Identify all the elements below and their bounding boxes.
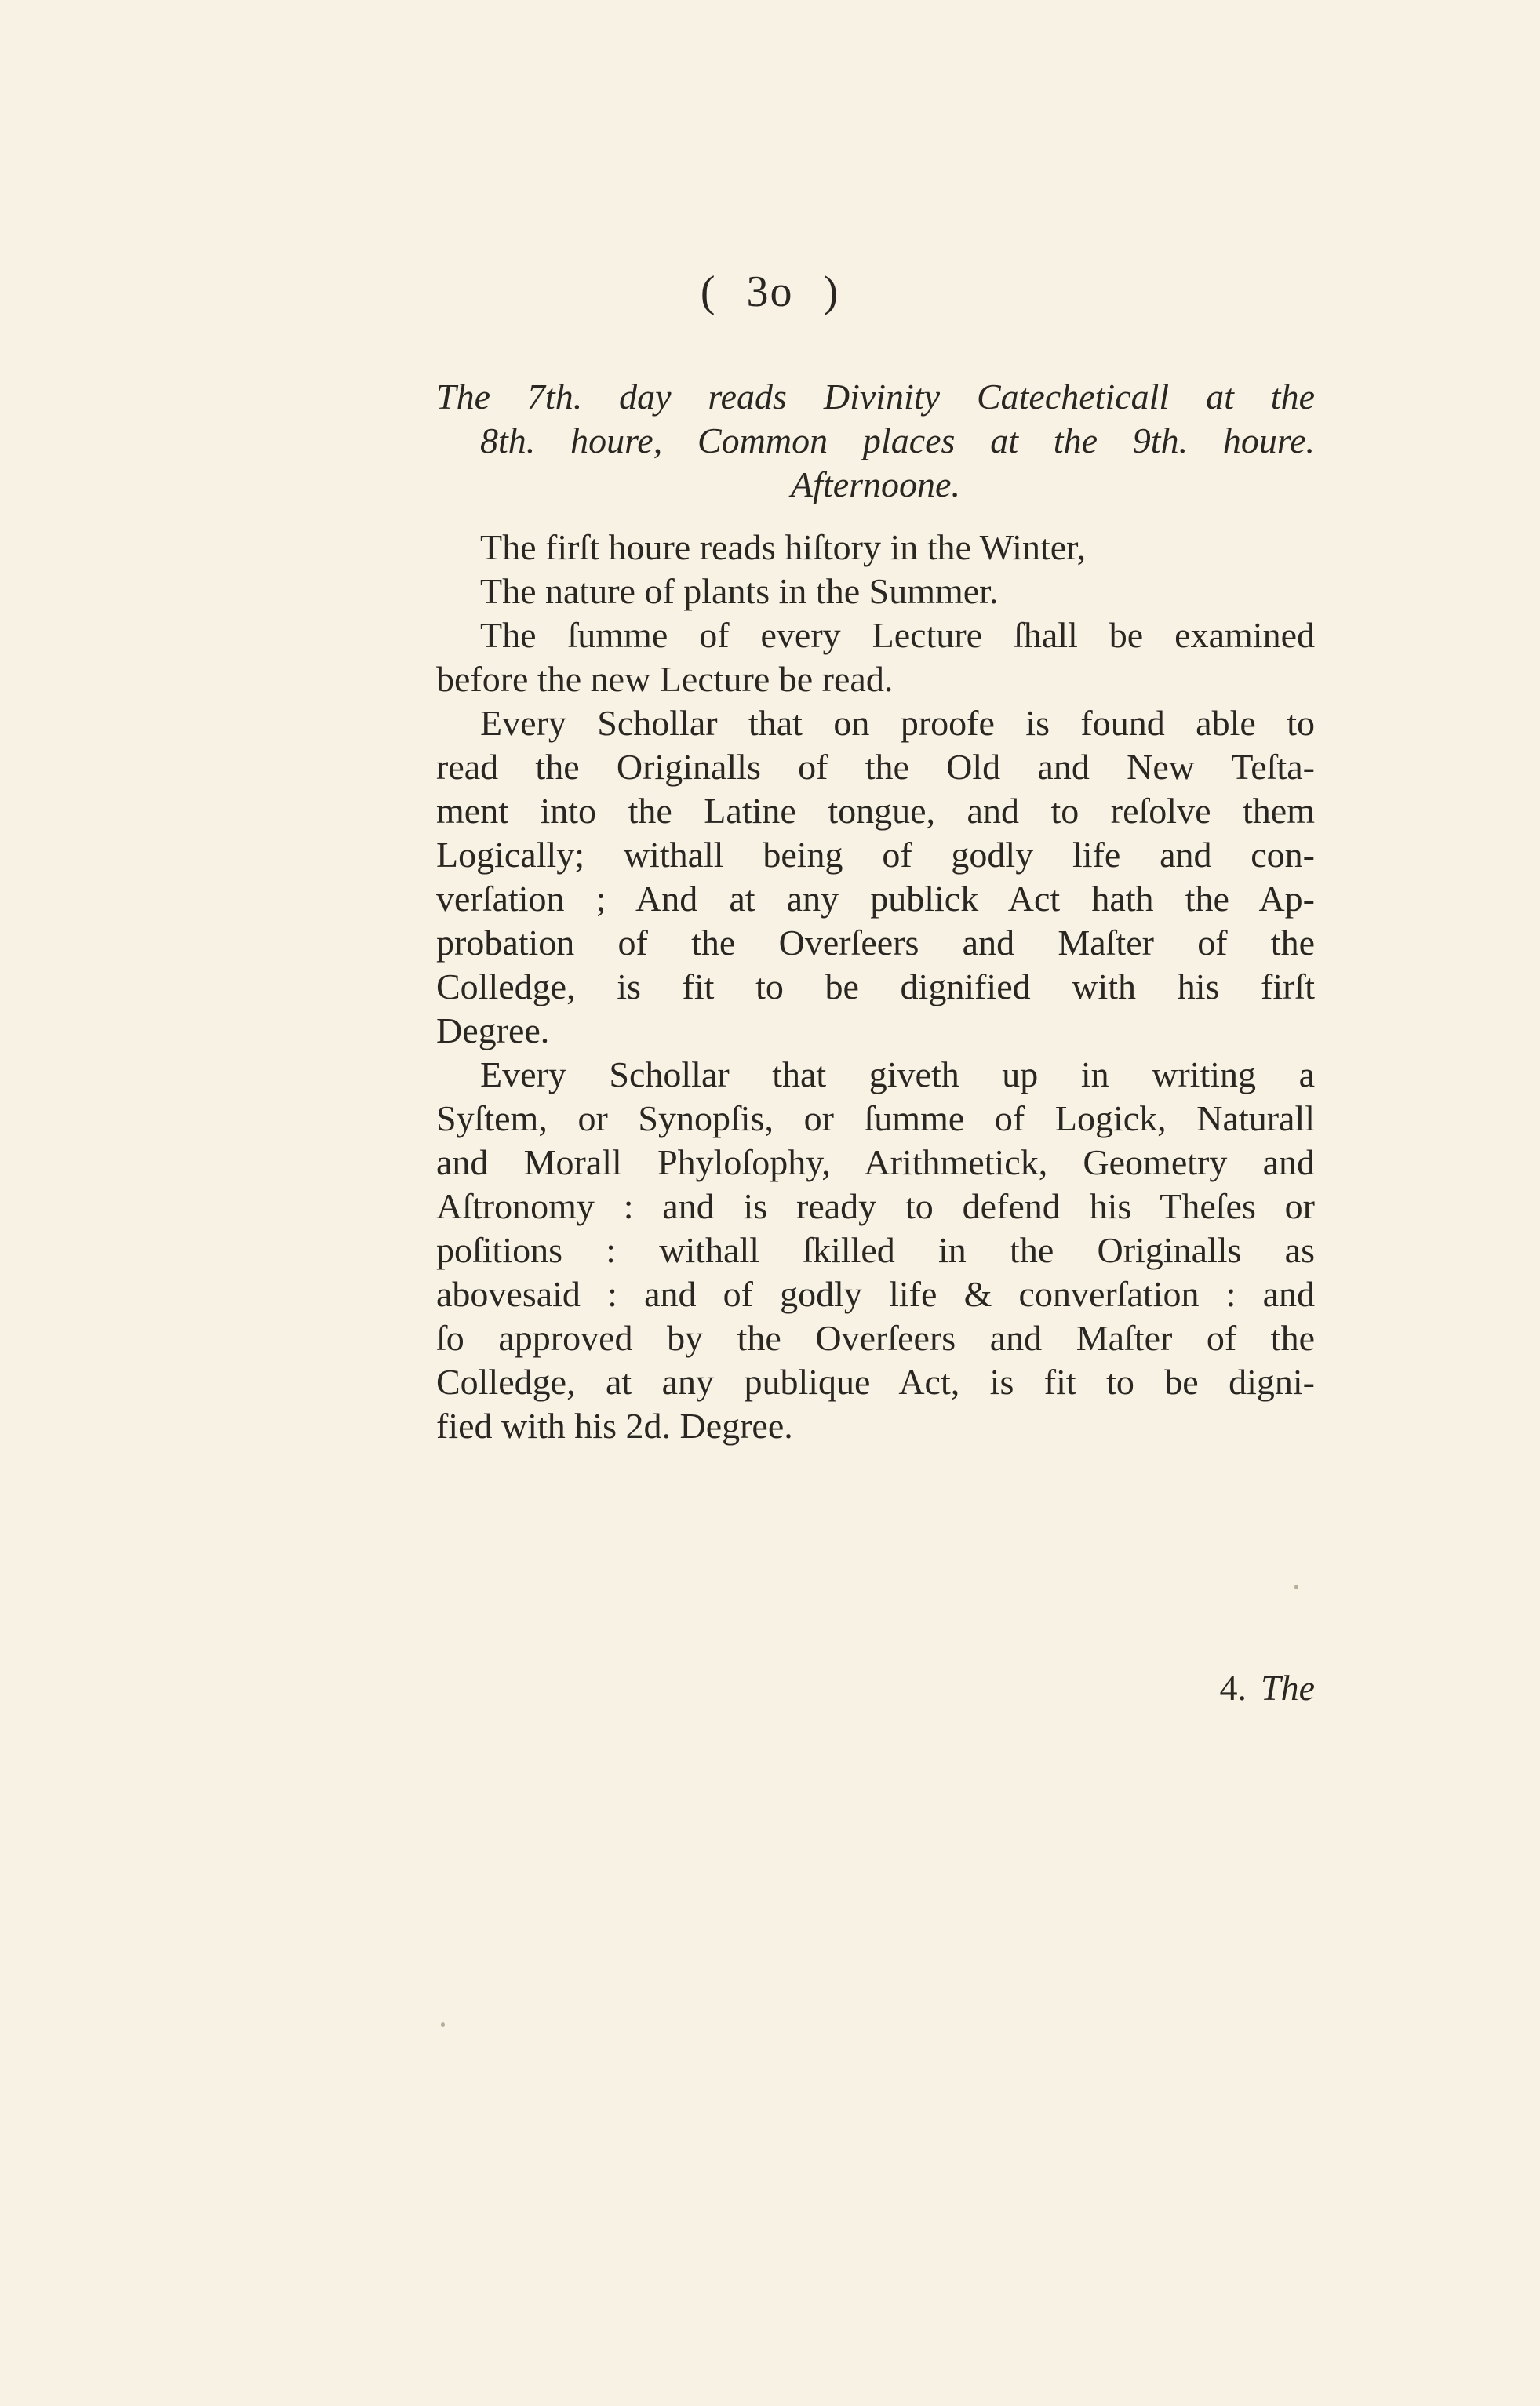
page-number — [0, 267, 1540, 317]
paragraph-lecture-examination — [436, 613, 1315, 701]
page-number-value: 3o — [746, 268, 794, 316]
paragraph-first-degree — [436, 701, 1315, 1053]
text-line: Every Schollar that giveth up in writing a — [480, 1054, 1315, 1094]
text-line: Colledge, at any publique Act, is fit to be digni- — [436, 1362, 1315, 1402]
text-line: Colledge, is fit to be dignified with his firſt — [436, 966, 1315, 1006]
text-line: Degree. — [436, 1010, 550, 1050]
text-line: Every Schollar that on proofe is found able to — [480, 703, 1315, 743]
heading-line: 8th. houre, Common places at the 9th. houre. — [480, 420, 1315, 460]
text-line: Syſtem, or Synopſis, or ſumme of Logick, Naturall — [436, 1098, 1315, 1138]
heading-line: The 7th. day reads Divinity Catecheticall at the — [436, 377, 1315, 417]
text-line: read the Originalls of the Old and New Teſta- — [436, 747, 1315, 787]
text-line: abovesaid : and of godly life & converſation : and — [436, 1274, 1315, 1314]
heading-line: Afternoone. — [791, 464, 960, 504]
page-number-close-paren: ) — [823, 268, 840, 316]
page-body — [436, 375, 1315, 1448]
schedule-heading — [436, 375, 1315, 507]
paragraph-second-degree — [436, 1053, 1315, 1448]
text-line: The ſumme of every Lecture ſhall be examined — [480, 615, 1315, 655]
text-line: The firſt houre reads hiſtory in the Winter, — [480, 527, 1087, 567]
catchword — [1192, 1667, 1315, 1709]
text-line: and Morall Phyloſophy, Arithmetick, Geometry and — [436, 1142, 1315, 1182]
page-number-open-paren: ( — [700, 268, 717, 316]
text-line: verſation ; And at any publick Act hath the Ap- — [436, 879, 1315, 919]
text-line: before the new Lecture be read. — [436, 659, 894, 699]
catchword-signature: 4. — [1219, 1668, 1247, 1708]
text-line: ſo approved by the Overſeers and Maſter of the — [436, 1318, 1315, 1358]
paper-speck — [1294, 1585, 1298, 1589]
paper-speck — [441, 2022, 445, 2027]
text-line: The nature of plants in the Summer. — [480, 571, 999, 611]
text-line: poſitions : withall ſkilled in the Originalls as — [436, 1230, 1315, 1270]
text-line: Aſtronomy : and is ready to defend his Theſes or — [436, 1186, 1315, 1226]
catchword-word: The — [1261, 1668, 1315, 1708]
text-line: fied with his 2d. Degree. — [436, 1406, 793, 1446]
text-line: ment into the Latine tongue, and to reſolve them — [436, 791, 1315, 831]
text-line: probation of the Overſeers and Maſter of the — [436, 923, 1315, 963]
text-line: Logically; withall being of godly life and con- — [436, 835, 1315, 875]
paragraph-history-plants — [436, 526, 1315, 613]
